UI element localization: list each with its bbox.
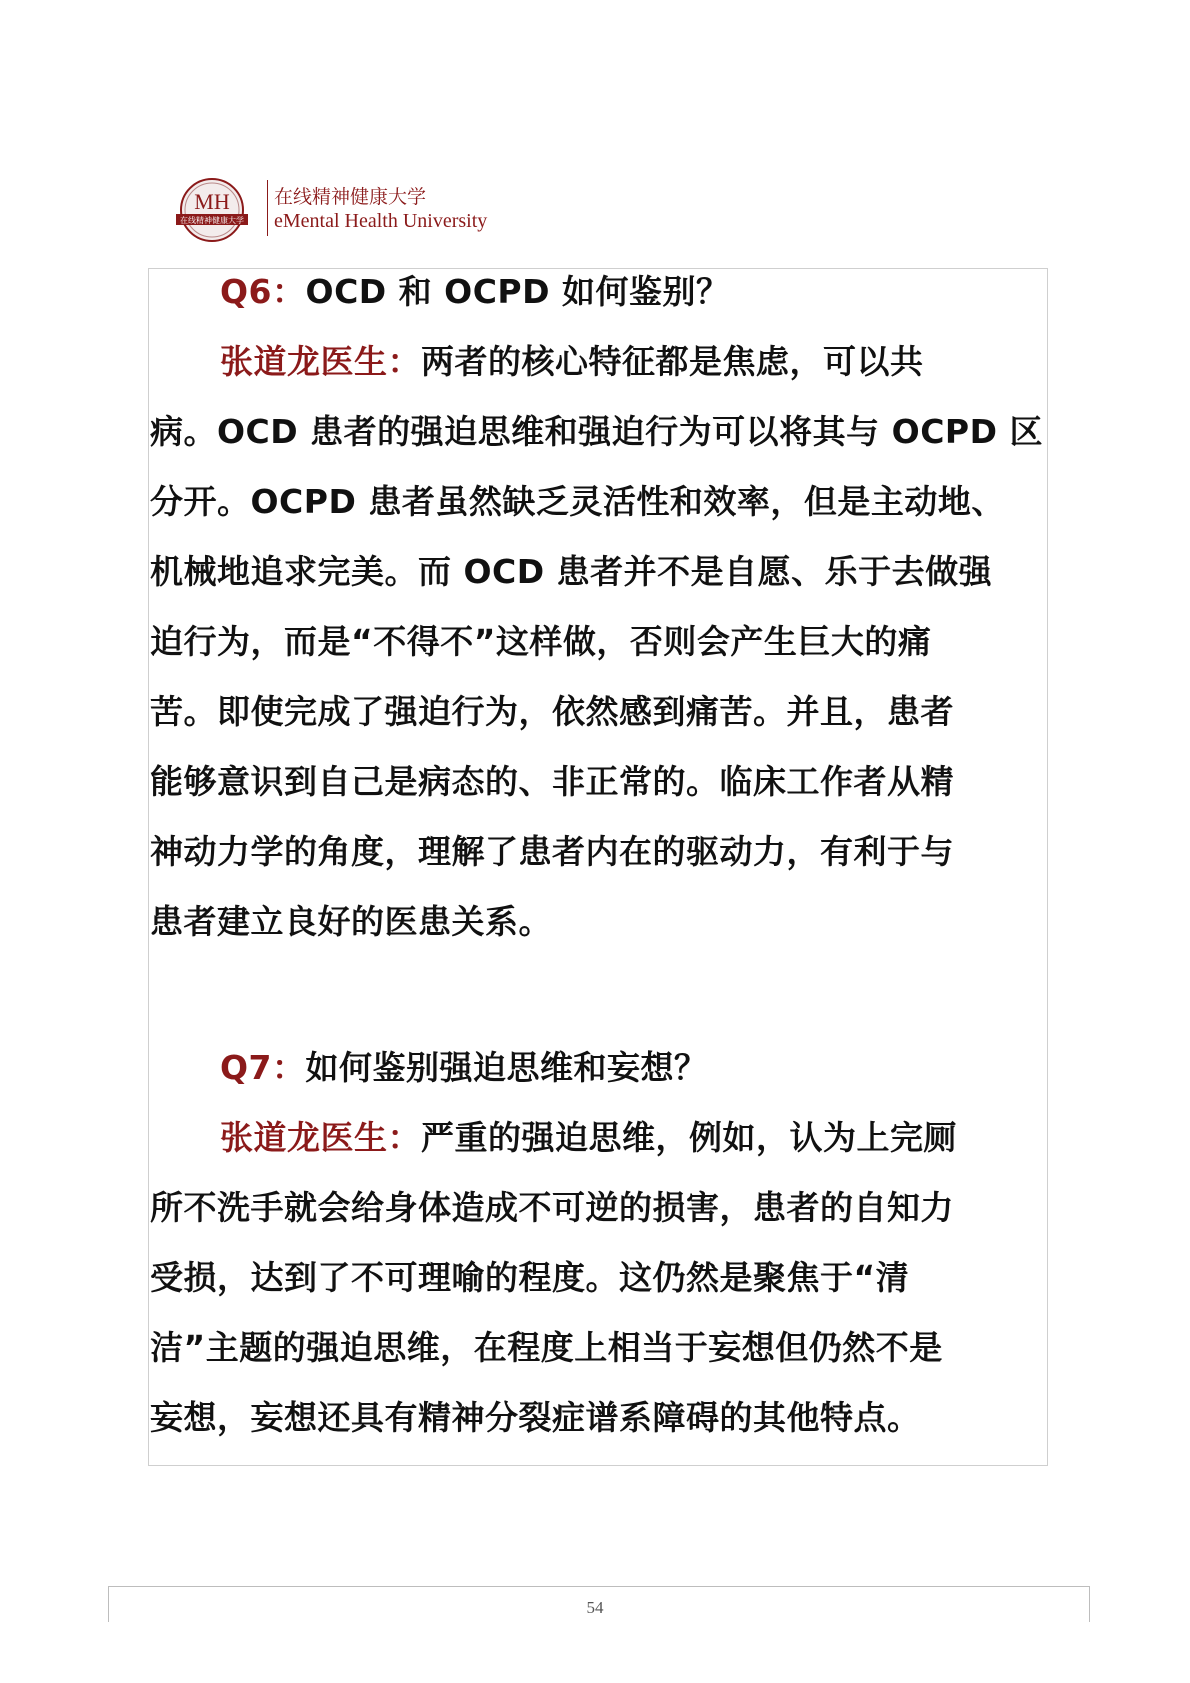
q6-answer-line-8: 神动力学的角度，理解了患者内在的驱动力，有利于与: [150, 832, 954, 871]
q6-answer-line-7: 能够意识到自己是病态的、非正常的。临床工作者从精: [150, 762, 954, 801]
q7-answer-line-4: 洁”主题的强迫思维，在程度上相当于妄想但仍然不是: [150, 1328, 943, 1367]
q6-answer-line-6: 苦。即使完成了强迫行为，依然感到痛苦。并且，患者: [150, 692, 954, 731]
q6-answer-line-1: [220, 342, 924, 382]
university-name-cn: 在线精神健康大学: [274, 186, 427, 208]
q7-answer-line-1: [220, 1118, 957, 1158]
q7-answer-text: 严重的强迫思维，例如，认为上完厕: [421, 1118, 957, 1157]
q6-question: OCD 和 OCPD 如何鉴别？: [305, 272, 730, 311]
q6-answer-line-2: 病。OCD 患者的强迫思维和强迫行为可以将其与 OCPD 区: [150, 412, 1043, 451]
q7-label: Q7：: [220, 1048, 306, 1087]
q6-answer-line-3: 分开。OCPD 患者虽然缺乏灵活性和效率，但是主动地、: [150, 482, 1005, 521]
q7-heading: [220, 1048, 708, 1088]
logo-banner: 在线精神健康大学: [180, 216, 244, 225]
header-logo-block: [170, 172, 510, 252]
logo-monogram: MH: [194, 189, 230, 214]
q7-answer-line-3: 受损，达到了不可理喻的程度。这仍然是聚焦于“清: [150, 1258, 910, 1297]
q7-question: 如何鉴别强迫思维和妄想？: [305, 1048, 708, 1087]
q6-heading: [220, 272, 730, 312]
q7-answer-line-2: 所不洗手就会给身体造成不可逆的损害，患者的自知力: [150, 1188, 954, 1227]
university-seal-logo: [174, 176, 250, 248]
university-name-en: eMental Health University: [274, 210, 488, 232]
footer-rule: [108, 1586, 1090, 1587]
q6-doctor-label: 张道龙医生：: [220, 342, 421, 381]
q7-answer-line-5: 妄想，妄想还具有精神分裂症谱系障碍的其他特点。: [150, 1398, 921, 1437]
q7-doctor-label: 张道龙医生：: [220, 1118, 421, 1157]
q6-answer-line-5: 迫行为，而是“不得不”这样做，否则会产生巨大的痛: [150, 622, 932, 661]
q6-label: Q6：: [220, 272, 306, 311]
q6-answer-line-9: 患者建立良好的医患关系。: [150, 902, 552, 941]
q6-answer-text: 两者的核心特征都是焦虑，可以共: [421, 342, 924, 381]
q6-answer-line-4: 机械地追求完美。而 OCD 患者并不是自愿、乐于去做强: [150, 552, 993, 591]
header-divider: [267, 180, 268, 236]
page-number: 54: [586, 1598, 604, 1617]
